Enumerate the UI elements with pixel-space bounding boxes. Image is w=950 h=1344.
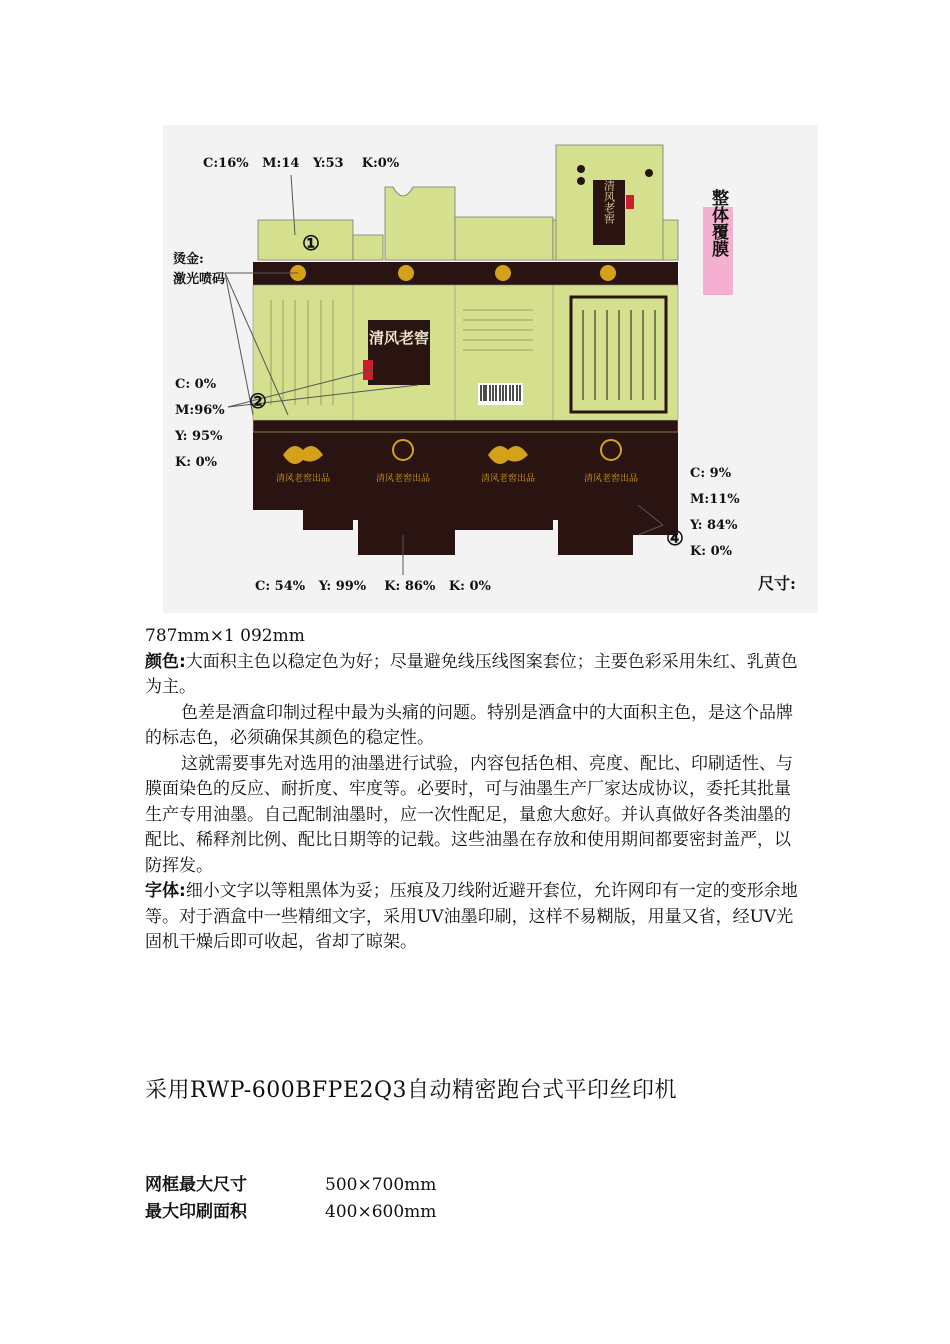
tagline-4: 清风老窖出品 xyxy=(583,474,639,484)
film-note-text: 整体覆膜 xyxy=(708,189,728,257)
packaging-dieline-figure xyxy=(163,125,818,613)
marker-2: ② xyxy=(249,389,267,413)
cmyk-right-c: C: 9% xyxy=(690,466,732,481)
tagline-3: 清风老窖出品 xyxy=(480,474,536,484)
spec-value: 500×700mm xyxy=(325,1175,437,1195)
color-text: 大面积主色以稳定色为好；尽量避免线压线图案套位；主要色彩采用朱红、乳黄色为主。 xyxy=(145,651,798,697)
cmyk-left-c: C: 0% xyxy=(175,377,217,392)
cmyk-right-m: M:11% xyxy=(690,492,740,507)
cmyk-right-y: Y: 84% xyxy=(690,518,738,533)
font-text: 细小文字以等粗黑体为妥；压痕及刀线附近避开套位，允许网印有一定的变形余地等。对于酒盒中一些精细文字，采用UV油墨印刷，这样不易糊版，用量又省，经UV光固机干燥后即可收起，省却了晾架。 xyxy=(145,881,798,952)
cmyk-bottom-label: C: 54% Y: 99% K: 86% K: 0% xyxy=(255,579,491,594)
font-label: 字体: xyxy=(145,881,186,901)
color-label: 颜色: xyxy=(145,651,186,672)
spec-row-frame-size xyxy=(145,1170,436,1195)
spec-label: 网框最大尺寸 xyxy=(145,1175,247,1195)
paragraph-1: 色差是酒盒印制过程中最为头痛的问题。特别是酒盒中的大面积主色，是这个品牌的标志色，必须确保其颜色的稳定性。 xyxy=(145,702,793,748)
tagline-2: 清风老窖出品 xyxy=(375,474,431,484)
size-value: 787mm×1 092mm xyxy=(145,626,305,646)
laser-code-label: 激光喷码 xyxy=(173,272,226,287)
tagline-1: 清风老窖出品 xyxy=(275,474,331,484)
machine-heading: 采用RWP-600BFPE2Q3自动精密跑台式平印丝印机 xyxy=(145,1078,678,1103)
barcode xyxy=(478,383,523,405)
gold-foil-label: 烫金: xyxy=(173,252,204,267)
cmyk-left-m: M:96% xyxy=(175,403,225,418)
font-paragraph xyxy=(145,879,805,956)
spec-row-print-area xyxy=(145,1197,436,1222)
cmyk-left-k: K: 0% xyxy=(175,455,218,470)
cmyk-left-y: Y: 95% xyxy=(175,429,223,444)
paragraph-2: 这就需要事先对选用的油墨进行试验，内容包括色相、亮度、配比、印刷适性、与膜面染色的反应、耐折度、牢度等。必要时，可与油墨生产厂家达成协议，委托其批量生产专用油墨。自己配制油墨时，应一次性配足，量愈大愈好。并认真做好各类油墨的配比、稀释剂比例、配比日期等的记载。这些油墨在存放和使用期间都要密封盖严，以防挥发。 xyxy=(145,753,793,876)
spec-label: 最大印刷面积 xyxy=(145,1202,247,1222)
cmyk-right-k: K: 0% xyxy=(690,544,733,559)
marker-1: ① xyxy=(302,231,320,255)
main-panel xyxy=(253,285,678,420)
cmyk-top-label: C:16% M:14 Y:53 K:0% xyxy=(203,156,400,171)
color-paragraph xyxy=(145,650,805,701)
spec-value: 400×600mm xyxy=(325,1202,437,1222)
center-brand-text: 清风老窖 xyxy=(368,329,430,347)
lid-brand-text: 清风老窖 xyxy=(602,180,616,224)
marker-4: ④ xyxy=(666,526,684,550)
body-text xyxy=(145,624,805,956)
size-label: 尺寸: xyxy=(758,574,796,593)
